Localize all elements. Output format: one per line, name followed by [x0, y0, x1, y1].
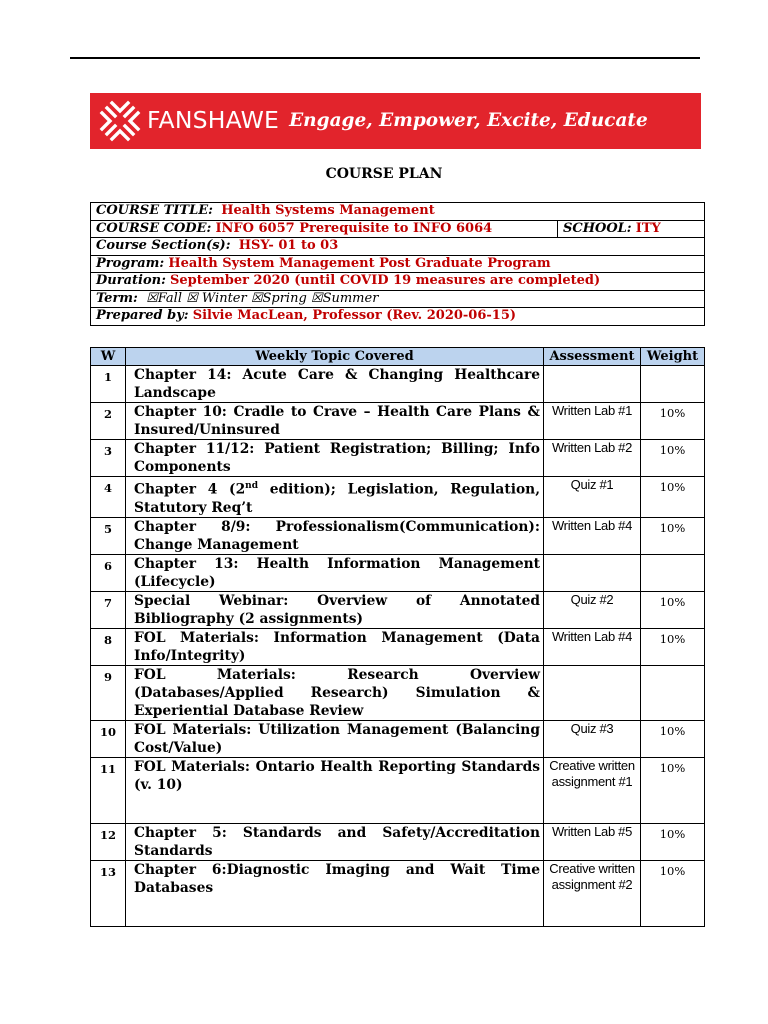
weight-cell: 10%: [641, 517, 705, 554]
table-row: [91, 720, 705, 757]
weight-cell: [641, 665, 705, 720]
assessment-cell: Creative written assignment #1: [544, 757, 641, 823]
course-title-label: COURSE TITLE:: [96, 203, 213, 219]
weight-cell: 10%: [641, 823, 705, 860]
assessment-column-header: Assessment: [544, 348, 641, 366]
table-header-row: [91, 348, 705, 366]
table-row: [91, 665, 705, 720]
topic-cell: Chapter 8/9: Professionalism(Communication): Change Management: [126, 517, 544, 554]
term-value: ☒Fall ☒ Winter ☒Spring ☒Summer: [146, 290, 379, 306]
weight-cell: 10%: [641, 477, 705, 518]
topic-cell: FOL Materials: Information Management (Data Info/Integrity): [126, 628, 544, 665]
week-number: 11: [91, 757, 126, 823]
week-number: 1: [91, 366, 126, 403]
program-row: [91, 255, 705, 273]
fanshawe-logo-icon: [98, 99, 142, 143]
table-row: [91, 860, 705, 926]
course-sections-label: Course Section(s):: [96, 238, 231, 254]
weight-cell: 10%: [641, 720, 705, 757]
duration-label: Duration:: [96, 273, 166, 289]
week-number: 2: [91, 403, 126, 440]
superscript-ordinal: nd: [245, 481, 259, 491]
course-title-value: Health Systems Management: [221, 203, 435, 219]
table-row: [91, 554, 705, 591]
course-title-row: [91, 203, 705, 221]
topic-cell: Special Webinar: Overview of Annotated Bibliography (2 assignments): [126, 591, 544, 628]
weekly-topics-table: [90, 347, 705, 927]
topic-column-header: Weekly Topic Covered: [126, 348, 544, 366]
logo-wordmark: FANSHAWE: [147, 106, 280, 135]
week-number: 9: [91, 665, 126, 720]
table-row: [91, 440, 705, 477]
weight-cell: 10%: [641, 440, 705, 477]
course-code-label: COURSE CODE:: [96, 220, 212, 236]
topic-cell: Chapter 6:Diagnostic Imaging and Wait Time Databases: [126, 860, 544, 926]
topic-cell: Chapter 5: Standards and Safety/Accreditation Standards: [126, 823, 544, 860]
assessment-cell: [544, 665, 641, 720]
table-row: [91, 823, 705, 860]
week-number: 6: [91, 554, 126, 591]
page-title: COURSE PLAN: [325, 166, 443, 182]
course-sections-row: [91, 238, 705, 256]
topic-cell: Chapter 10: Cradle to Crave – Health Care Plans & Insured/Uninsured: [126, 403, 544, 440]
prepared-by-row: [91, 308, 705, 326]
week-number: 12: [91, 823, 126, 860]
assessment-cell: [544, 554, 641, 591]
course-code-value: INFO 6057 Prerequisite to INFO 6064: [215, 220, 493, 236]
table-row: [91, 403, 705, 440]
weight-cell: 10%: [641, 628, 705, 665]
topic-cell: FOL Materials: Utilization Management (Balancing Cost/Value): [126, 720, 544, 757]
topic-text-part: Chapter 4 (2: [134, 481, 246, 498]
assessment-cell: Written Lab #4: [544, 628, 641, 665]
assessment-cell: [544, 366, 641, 403]
weight-cell: 10%: [641, 591, 705, 628]
topic-cell: FOL Materials: Ontario Health Reporting Standards (v. 10): [126, 757, 544, 823]
duration-row: [91, 273, 705, 291]
program-label: Program:: [96, 255, 165, 271]
assessment-cell: Written Lab #4: [544, 517, 641, 554]
assessment-cell: Written Lab #1: [544, 403, 641, 440]
course-sections-value: HSY- 01 to 03: [238, 238, 339, 254]
prepared-by-label: Prepared by:: [96, 308, 189, 324]
week-number: 3: [91, 440, 126, 477]
weight-cell: 10%: [641, 860, 705, 926]
topic-text-part: edition); Legislation, Regulation, Statutory Req’t: [134, 481, 540, 516]
tagline: Engage, Empower, Excite, Educate: [289, 109, 648, 131]
topic-cell: Chapter 14: Acute Care & Changing Healthcare Landscape: [126, 366, 544, 403]
table-row: [91, 757, 705, 823]
header-rule: [70, 57, 700, 59]
week-number: 10: [91, 720, 126, 757]
assessment-cell: Creative written assignment #2: [544, 860, 641, 926]
term-row: [91, 290, 705, 308]
term-label: Term:: [96, 290, 138, 306]
assessment-cell: Quiz #2: [544, 591, 641, 628]
fanshawe-banner: [90, 93, 701, 149]
assessment-cell: Written Lab #5: [544, 823, 641, 860]
table-row: [91, 591, 705, 628]
course-code-row: [91, 220, 705, 238]
school-value: ITY: [635, 220, 661, 236]
week-number: 13: [91, 860, 126, 926]
weight-cell: [641, 554, 705, 591]
weight-cell: 10%: [641, 757, 705, 823]
weight-cell: 10%: [641, 403, 705, 440]
assessment-cell: Quiz #1: [544, 477, 641, 518]
assessment-cell: Written Lab #2: [544, 440, 641, 477]
table-row: [91, 477, 705, 518]
week-number: 7: [91, 591, 126, 628]
topic-cell: FOL Materials: Research Overview (Databases/Applied Research) Simulation & Experiential Database Review: [126, 665, 544, 720]
week-column-header: W: [91, 348, 126, 366]
weight-cell: [641, 366, 705, 403]
week-number: 8: [91, 628, 126, 665]
topic-cell: Chapter 13: Health Information Management (Lifecycle): [126, 554, 544, 591]
course-info-table: [90, 202, 705, 326]
topic-cell: Chapter 11/12: Patient Registration; Billing; Info Components: [126, 440, 544, 477]
week-number: 5: [91, 517, 126, 554]
assessment-cell: Quiz #3: [544, 720, 641, 757]
school-label: SCHOOL:: [563, 220, 632, 236]
prepared-by-value: Silvie MacLean, Professor (Rev. 2020-06-15): [192, 308, 517, 324]
weight-column-header: Weight: [641, 348, 705, 366]
duration-value: September 2020 (until COVID 19 measures are completed): [170, 273, 601, 289]
week-number: 4: [91, 477, 126, 518]
table-row: [91, 628, 705, 665]
table-row: [91, 366, 705, 403]
program-value: Health System Management Post Graduate Program: [168, 255, 551, 271]
table-row: [91, 517, 705, 554]
topic-cell: [126, 477, 544, 518]
